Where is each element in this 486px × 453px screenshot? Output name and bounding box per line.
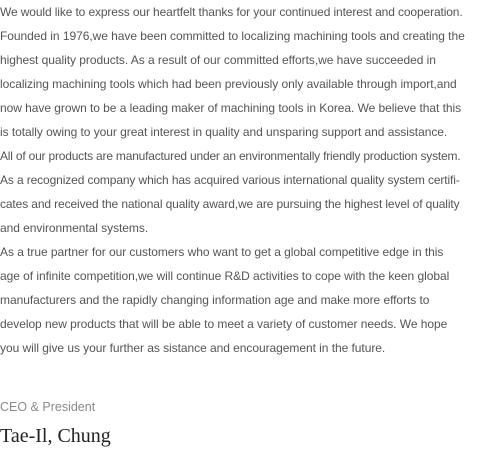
letter-line: cates and received the national quality award,we are pursuing the highest level of quality [0, 197, 460, 211]
letter-line: We would like to express our heartfelt thanks for your continued interest and cooperation. [0, 5, 463, 19]
letter-line: is totally owing to your great interest in quality and unsparing support and assistance. [0, 125, 448, 139]
letter-line: develop new products that will be able to meet a variety of customer needs. We hope [0, 317, 448, 331]
letter-line: As a recognized company which has acquired various international quality system certifi- [0, 173, 460, 187]
signatory-title: CEO & President [0, 400, 96, 414]
letter-line: you will give us your further as sistance and encouragement in the future. [0, 341, 386, 355]
letter-line: manufacturers and the rapidly changing information age and make more efforts to [0, 293, 430, 307]
signatory-name: Tae-Il, Chung [0, 425, 111, 447]
letter-line: and environmental systems. [0, 221, 149, 235]
letter-line: As a true partner for our customers who want to get a global competitive edge in this [0, 245, 444, 259]
letter-line: All of our products are manufactured under an environmentally friendly production system. [0, 149, 461, 163]
letter-line: localizing machining tools which had been previously only available through import,and [0, 77, 457, 91]
letter-line: age of infinite competition,we will continue R&D activities to cope with the keen global [0, 269, 450, 283]
letter-line: Founded in 1976,we have been committed to localizing machining tools and creating the [0, 29, 465, 43]
letter-line: highest quality products. As a result of our committed efforts,we have succeeded in [0, 53, 436, 67]
letter-line: now have grown to be a leading maker of machining tools in Korea. We believe that this [0, 101, 462, 115]
